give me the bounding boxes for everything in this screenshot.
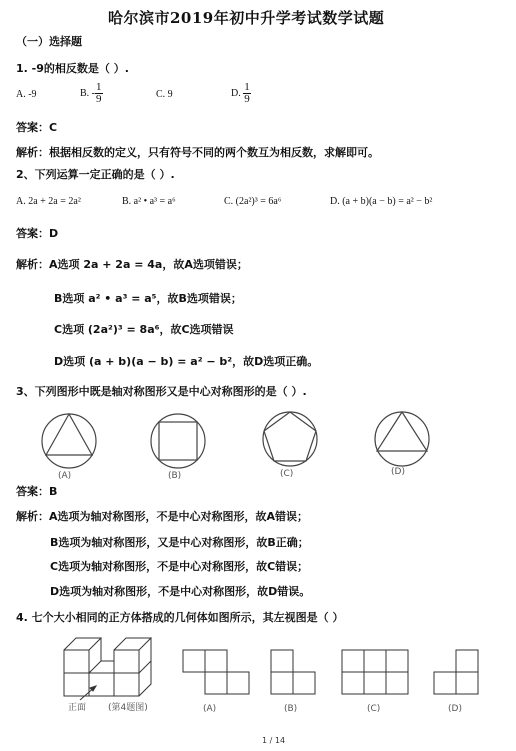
- q4-option-b: [271, 650, 315, 694]
- q2-analysis-c: C选项 (2a²)³ = 8a⁶，故C选项错误: [54, 323, 234, 336]
- q1-stem: 1. -9的相反数是（ ）.: [16, 62, 129, 75]
- q4-label-a: (A): [203, 704, 217, 714]
- q3-analysis-c: C选项为轴对称图形，不是中心对称图形，故C错误；: [50, 560, 309, 573]
- q3-label-a: (A): [58, 471, 72, 481]
- q2-option-d: D. (a + b)(a − b) = a² − b²: [330, 196, 433, 207]
- q4-option-d: [434, 650, 478, 694]
- q2-option-a: A. 2a + 2a = 2a²: [16, 196, 81, 207]
- q4-option-c: [342, 650, 408, 694]
- q2-answer: 答案：D: [16, 227, 59, 240]
- q4-caption-front: 正面: [68, 703, 87, 713]
- q3-label-c: (C): [280, 469, 294, 479]
- q3-label-b: (B): [168, 471, 182, 481]
- q3-answer: 答案：B: [16, 485, 58, 498]
- page-title: 哈尔滨市2019年初中升学考试数学试题: [108, 9, 385, 27]
- q4-label-c: (C): [367, 704, 381, 714]
- section-heading: （一）选择题: [16, 35, 82, 48]
- q2-analysis-b: B选项 a² • a³ = a⁵，故B选项错误；: [54, 292, 242, 305]
- q3-stem: 3、下列图形中既是轴对称图形又是中心对称图形的是（ ）.: [16, 385, 307, 398]
- q3-analysis-b: B选项为轴对称图形，又是中心对称图形，故B正确；: [50, 536, 309, 549]
- q4-option-a: [183, 650, 249, 694]
- q3-label-d: (D): [391, 467, 405, 477]
- q2-option-b: B. a² • a³ = a⁶: [122, 196, 176, 207]
- q1-analysis: 解析：根据相反数的定义，只有符号不同的两个数互为相反数，求解即可。: [16, 146, 379, 159]
- q4-label-b: (B): [284, 704, 298, 714]
- q1-option-b: B. - $\frac{1}{9}$: [80, 81, 102, 105]
- q1-option-c: C. 9: [156, 89, 173, 100]
- q1-option-d: D. $\frac{1}{9}$: [231, 81, 250, 105]
- q3-analysis-a: 解析：A选项为轴对称图形，不是中心对称图形，故A错误；: [16, 510, 309, 523]
- q4-caption-title: (第4题图): [108, 703, 148, 713]
- q1-answer: 答案：C: [16, 121, 58, 134]
- page-number: 1 / 14: [262, 736, 286, 745]
- q2-option-c: C. (2a²)³ = 6a⁶: [224, 196, 282, 207]
- q2-analysis-d: D选项 (a + b)(a − b) = a² − b²，故D选项正确。: [54, 355, 319, 368]
- q2-analysis-a: 解析：A选项 2a + 2a = 4a，故A选项错误；: [16, 258, 248, 271]
- q2-stem: 2、下列运算一定正确的是（ ）.: [16, 168, 175, 181]
- q4-stem: 4. 七个大小相同的正方体搭成的几何体如图所示，其左视图是（ ）: [16, 611, 344, 624]
- q4-cube-stack: [64, 638, 151, 700]
- q3-analysis-d: D选项为轴对称图形，不是中心对称图形，故D错误。: [50, 585, 311, 598]
- q1-option-a: A. -9: [16, 89, 37, 100]
- q4-label-d: (D): [448, 704, 462, 714]
